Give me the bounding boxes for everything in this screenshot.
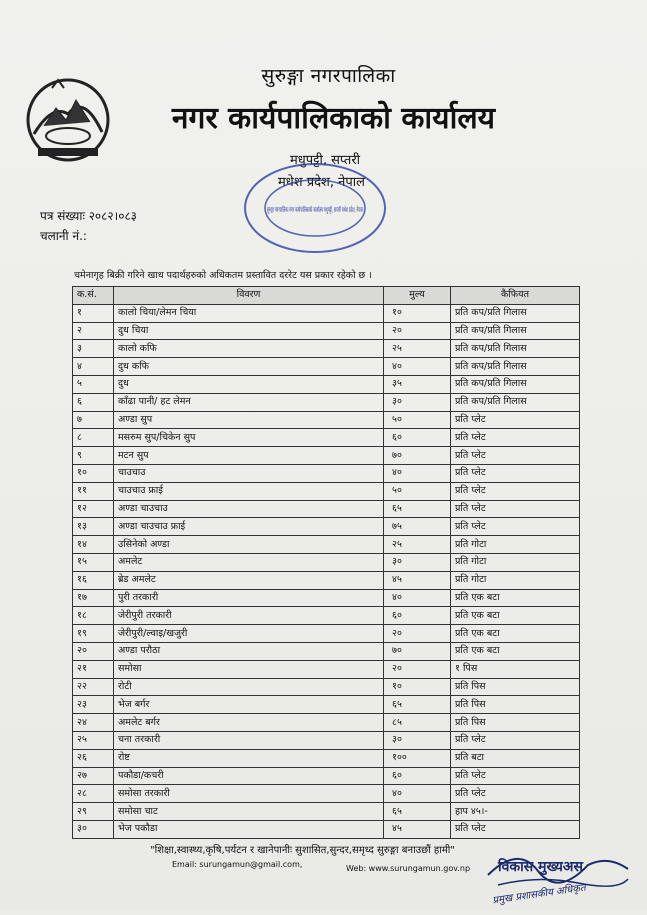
row-description: दुध: [114, 375, 384, 393]
row-description: काँढा पानी/ हट लेमन: [114, 393, 384, 411]
row-remarks: प्रति एक बटा: [451, 589, 580, 607]
row-remarks: १ पिस: [451, 660, 580, 678]
location-line-2: मधेश प्रदेश, नेपाल: [278, 175, 365, 190]
table-row: [73, 678, 580, 696]
row-price: २०: [384, 660, 451, 678]
row-sn: १४: [73, 536, 114, 554]
row-sn: २९: [73, 803, 114, 821]
row-price: ६५: [384, 696, 451, 714]
row-remarks: प्रति कप/प्रति गिलास: [451, 304, 580, 322]
row-sn: २३: [73, 696, 114, 714]
table-row: [73, 304, 580, 322]
table-row: [73, 785, 580, 803]
row-remarks: प्रति कप/प्रति गिलास: [451, 375, 580, 393]
dispatch-number: चलानी नं.:: [40, 229, 87, 243]
row-price: २०: [384, 625, 451, 643]
col-header-description: विवरण: [114, 287, 384, 305]
row-description: समोसा चाट: [114, 803, 384, 821]
col-header-sn: क.सं.: [73, 287, 114, 305]
row-remarks: प्रति कप/प्रति गिलास: [451, 340, 580, 358]
row-price: ४०: [384, 464, 451, 482]
row-description: ब्रेड अमलेट: [114, 571, 384, 589]
row-sn: २६: [73, 749, 114, 767]
row-description: दुध कफि: [114, 358, 384, 376]
row-price: ५०: [384, 482, 451, 500]
row-price: ४५: [384, 571, 451, 589]
row-remarks: प्रति गोटा: [451, 536, 580, 554]
table-row: [73, 447, 580, 465]
row-price: ६०: [384, 767, 451, 785]
table-row: [73, 696, 580, 714]
row-sn: १: [73, 304, 114, 322]
row-description: मटन सुप: [114, 447, 384, 465]
row-price: ७०: [384, 642, 451, 660]
intro-text: चमेनागृह बिक्री गरिने खाध पदार्थहरुको अधिकतम प्रस्तावित दररेट यस प्रकार रहेको छ ।: [74, 270, 372, 281]
municipal-motto: "शिक्षा,स्वास्थ्य,कृषि,पर्यटन र खानेपानीः सुशासित,सुन्दर,समृध्द सुरुङ्गा बनाउछौं हामी": [150, 845, 455, 856]
table-row: [73, 589, 580, 607]
row-remarks: प्रति प्लेट: [451, 785, 580, 803]
officer-title: प्रमुख प्रशासकीय अधिकृत: [491, 882, 587, 907]
row-remarks: प्रति एक बटा: [451, 607, 580, 625]
row-remarks: प्रति गोटा: [451, 553, 580, 571]
row-sn: २७: [73, 767, 114, 785]
table-row: [73, 464, 580, 482]
office-title: नगर कार्यपालिकाको कार्यालय: [171, 101, 496, 136]
row-sn: ३०: [73, 820, 114, 838]
row-remarks: प्रति कप/प्रति गिलास: [451, 393, 580, 411]
row-remarks: प्रति प्लेट: [451, 820, 580, 838]
row-description: पुरी तरकारी: [114, 589, 384, 607]
row-sn: २२: [73, 678, 114, 696]
row-sn: २०: [73, 642, 114, 660]
row-remarks: प्रति कप/प्रति गिलास: [451, 358, 580, 376]
row-remarks: प्रति प्लेट: [451, 447, 580, 465]
row-remarks: प्रति प्लेट: [451, 411, 580, 429]
row-sn: १६: [73, 571, 114, 589]
row-remarks: प्रति बटा: [451, 749, 580, 767]
row-sn: ८: [73, 429, 114, 447]
table-row: [73, 749, 580, 767]
row-description: अण्डा चाउचाउ: [114, 500, 384, 518]
row-description: चाउचाउ: [114, 464, 384, 482]
row-description: अण्डा परौठा: [114, 642, 384, 660]
row-remarks: प्रति प्लेट: [451, 518, 580, 536]
row-price: ४०: [384, 785, 451, 803]
row-price: ७०: [384, 447, 451, 465]
row-remarks: प्रति एक बटा: [451, 642, 580, 660]
row-description: चना तरकारी: [114, 731, 384, 749]
table-row: [73, 375, 580, 393]
table-row: [73, 571, 580, 589]
table-row: [73, 340, 580, 358]
row-price: ४५: [384, 820, 451, 838]
row-sn: ११: [73, 482, 114, 500]
row-sn: १७: [73, 589, 114, 607]
row-sn: १५: [73, 553, 114, 571]
row-description: अण्डा सुप: [114, 411, 384, 429]
row-sn: ३: [73, 340, 114, 358]
row-price: २५: [384, 536, 451, 554]
row-sn: २: [73, 322, 114, 340]
row-description: कालो कफि: [114, 340, 384, 358]
col-header-remarks: कैफियत: [451, 287, 580, 305]
table-row: [73, 553, 580, 571]
row-description: कालो चिया/लेमन चिया: [114, 304, 384, 322]
row-price: ३०: [384, 553, 451, 571]
row-remarks: प्रति प्लेट: [451, 767, 580, 785]
table-row: [73, 500, 580, 518]
row-description: जेरीपुरी/ल्वाइ/खजुरी: [114, 625, 384, 643]
letter-number: पत्र संख्याः २०८२।०८३: [40, 209, 137, 223]
row-remarks: प्रति पिस: [451, 678, 580, 696]
table-row: [73, 411, 580, 429]
stamp-text: सुरुङ्गा नगरपालिका नगर कार्यपालिकाको कार्यालय मधुपट्टी, सप्तरी मधेश प्रदेश, नेपाल: [267, 206, 481, 214]
row-price: २५: [384, 340, 451, 358]
table-row: [73, 536, 580, 554]
signature-name: विकास मुख्यअस: [498, 859, 583, 875]
row-price: ७५: [384, 518, 451, 536]
row-remarks: प्रति एक बटा: [451, 625, 580, 643]
row-price: १०: [384, 678, 451, 696]
website-address: Web: www.surungamun.gov.np: [346, 864, 471, 873]
row-sn: २४: [73, 714, 114, 732]
row-description: अमलेट बर्गर: [114, 714, 384, 732]
price-table: [72, 286, 580, 839]
row-description: मसरुम सुप/चिकेन सुप: [114, 429, 384, 447]
table-row: [73, 607, 580, 625]
row-sn: २५: [73, 731, 114, 749]
row-description: जेरीपुरी तरकारी: [114, 607, 384, 625]
table-header-row: [73, 287, 580, 305]
row-sn: ४: [73, 358, 114, 376]
row-sn: ७: [73, 411, 114, 429]
row-description: भेज पकौडा: [114, 820, 384, 838]
row-price: ६५: [384, 803, 451, 821]
row-price: ४०: [384, 589, 451, 607]
row-sn: २१: [73, 660, 114, 678]
row-description: रोटी: [114, 678, 384, 696]
location-line-1: मधुपट्टी, सप्तरी: [290, 153, 361, 168]
table-row: [73, 625, 580, 643]
table-row: [73, 393, 580, 411]
row-sn: १९: [73, 625, 114, 643]
row-price: ८५: [384, 714, 451, 732]
table-row: [73, 482, 580, 500]
row-remarks: प्रति गोटा: [451, 571, 580, 589]
row-price: ३५: [384, 375, 451, 393]
row-price: ६५: [384, 500, 451, 518]
row-description: पकौडा/कचरी: [114, 767, 384, 785]
row-price: ४०: [384, 358, 451, 376]
row-sn: १२: [73, 500, 114, 518]
row-remarks: प्रति पिस: [451, 696, 580, 714]
row-price: २०: [384, 322, 451, 340]
email-address: Email: surungamun@gmail.com,: [172, 860, 303, 869]
row-description: भेज बर्गर: [114, 696, 384, 714]
row-sn: १०: [73, 464, 114, 482]
row-remarks: प्रति पिस: [451, 714, 580, 732]
table-row: [73, 358, 580, 376]
row-description: अमलेट: [114, 553, 384, 571]
table-row: [73, 429, 580, 447]
row-remarks: प्रति प्लेट: [451, 482, 580, 500]
row-remarks: प्रति कप/प्रति गिलास: [451, 322, 580, 340]
row-sn: २८: [73, 785, 114, 803]
table-row: [73, 731, 580, 749]
row-price: १०: [384, 304, 451, 322]
row-remarks: प्रति प्लेट: [451, 429, 580, 447]
row-description: समोसा तरकारी: [114, 785, 384, 803]
table-row: [73, 518, 580, 536]
row-remarks: प्रति प्लेट: [451, 500, 580, 518]
row-sn: ६: [73, 393, 114, 411]
row-price: ३०: [384, 393, 451, 411]
row-remarks: प्रति प्लेट: [451, 464, 580, 482]
row-description: अण्डा चाउचाउ फ्राई: [114, 518, 384, 536]
row-price: ६०: [384, 607, 451, 625]
table-row: [73, 642, 580, 660]
row-description: समोसा: [114, 660, 384, 678]
row-remarks: हाप ४५।-: [451, 803, 580, 821]
table-row: [73, 803, 580, 821]
office-stamp: [240, 158, 481, 258]
row-sn: ९: [73, 447, 114, 465]
table-row: [73, 714, 580, 732]
row-sn: १८: [73, 607, 114, 625]
row-sn: ५: [73, 375, 114, 393]
col-header-price: मुल्य: [384, 287, 451, 305]
row-description: रोष्ट: [114, 749, 384, 767]
row-remarks: प्रति प्लेट: [451, 731, 580, 749]
municipality-name: सुरुङ्गा नगरपालिका: [261, 65, 396, 87]
row-description: चाउचाउ फ्राई: [114, 482, 384, 500]
row-sn: १३: [73, 518, 114, 536]
row-price: ५०: [384, 411, 451, 429]
row-description: दुध चिया: [114, 322, 384, 340]
row-price: ३०: [384, 731, 451, 749]
row-description: उसिनेको अण्डा: [114, 536, 384, 554]
row-price: ६०: [384, 429, 451, 447]
table-row: [73, 660, 580, 678]
row-price: १००: [384, 749, 451, 767]
table-row: [73, 322, 580, 340]
table-row: [73, 767, 580, 785]
